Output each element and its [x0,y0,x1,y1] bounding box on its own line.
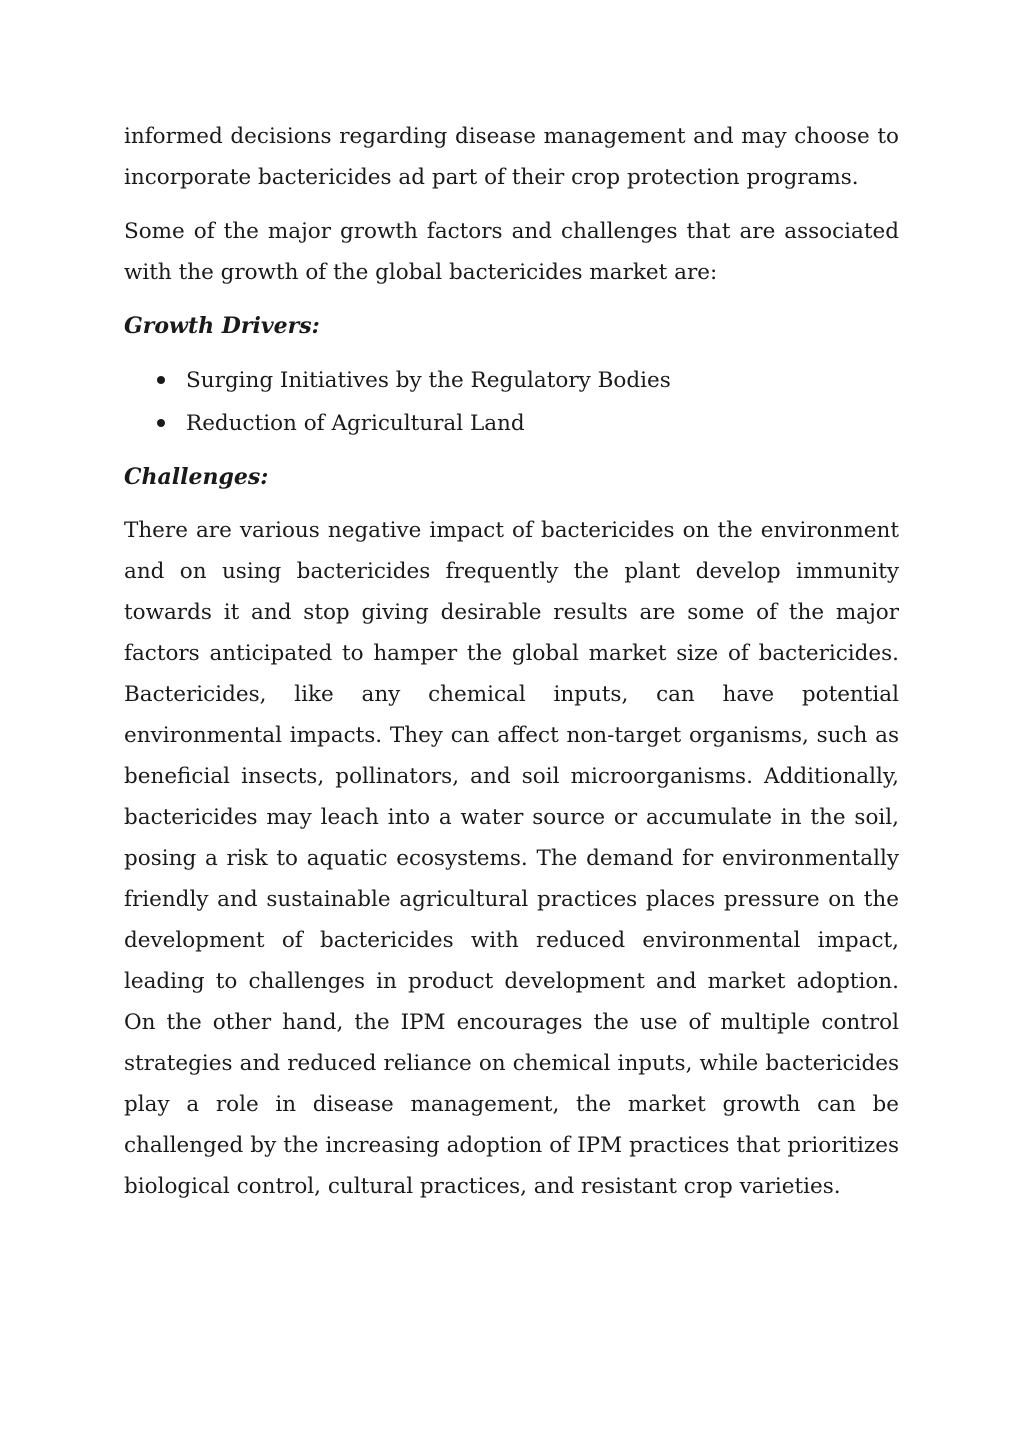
bullet-icon [157,376,165,384]
growth-drivers-heading: Growth Drivers: [124,313,320,339]
challenges-heading: Challenges: [124,464,269,490]
list-item-text: Surging Initiatives by the Regulatory Bodies [186,368,671,393]
bullet-icon [157,419,165,427]
document-page [124,116,899,1220]
list-item [124,359,899,402]
intro-paragraph: informed decisions regarding disease management and may choose to incorporate bactericides ad part of their crop protection programs. [124,124,899,190]
list-item [124,402,899,445]
growth-drivers-list [124,359,899,445]
challenges-paragraph: There are various negative impact of bactericides on the environment and on using bactericides frequently the plant develop immunity towards it and stop giving desirable results are some of the major factors anticipated to hamper the global market size of bactericides. Bactericides, like any chemical inputs, can have potential environmental impacts. They can affect non-target organisms, such as beneficial insects, pollinators, and soil microorganisms. Additionally, bactericides may leach into a water source or accumulate in the soil, posing a risk to aquatic ecosystems. The demand for environmentally friendly and sustainable agricultural practices places pressure on the development of bactericides with reduced environmental impact, leading to challenges in product development and market adoption. On the other hand, the IPM encourages the use of multiple control strategies and reduced reliance on chemical inputs, while bactericides play a role in disease management, the market growth can be challenged by the increasing adoption of IPM practices that prioritizes biological control, cultural practices, and resistant crop varieties. [124,518,899,1199]
list-item-text: Reduction of Agricultural Land [186,411,525,436]
growth-factors-intro-paragraph: Some of the major growth factors and challenges that are associated with the growth of the global bactericides market are: [124,219,899,285]
